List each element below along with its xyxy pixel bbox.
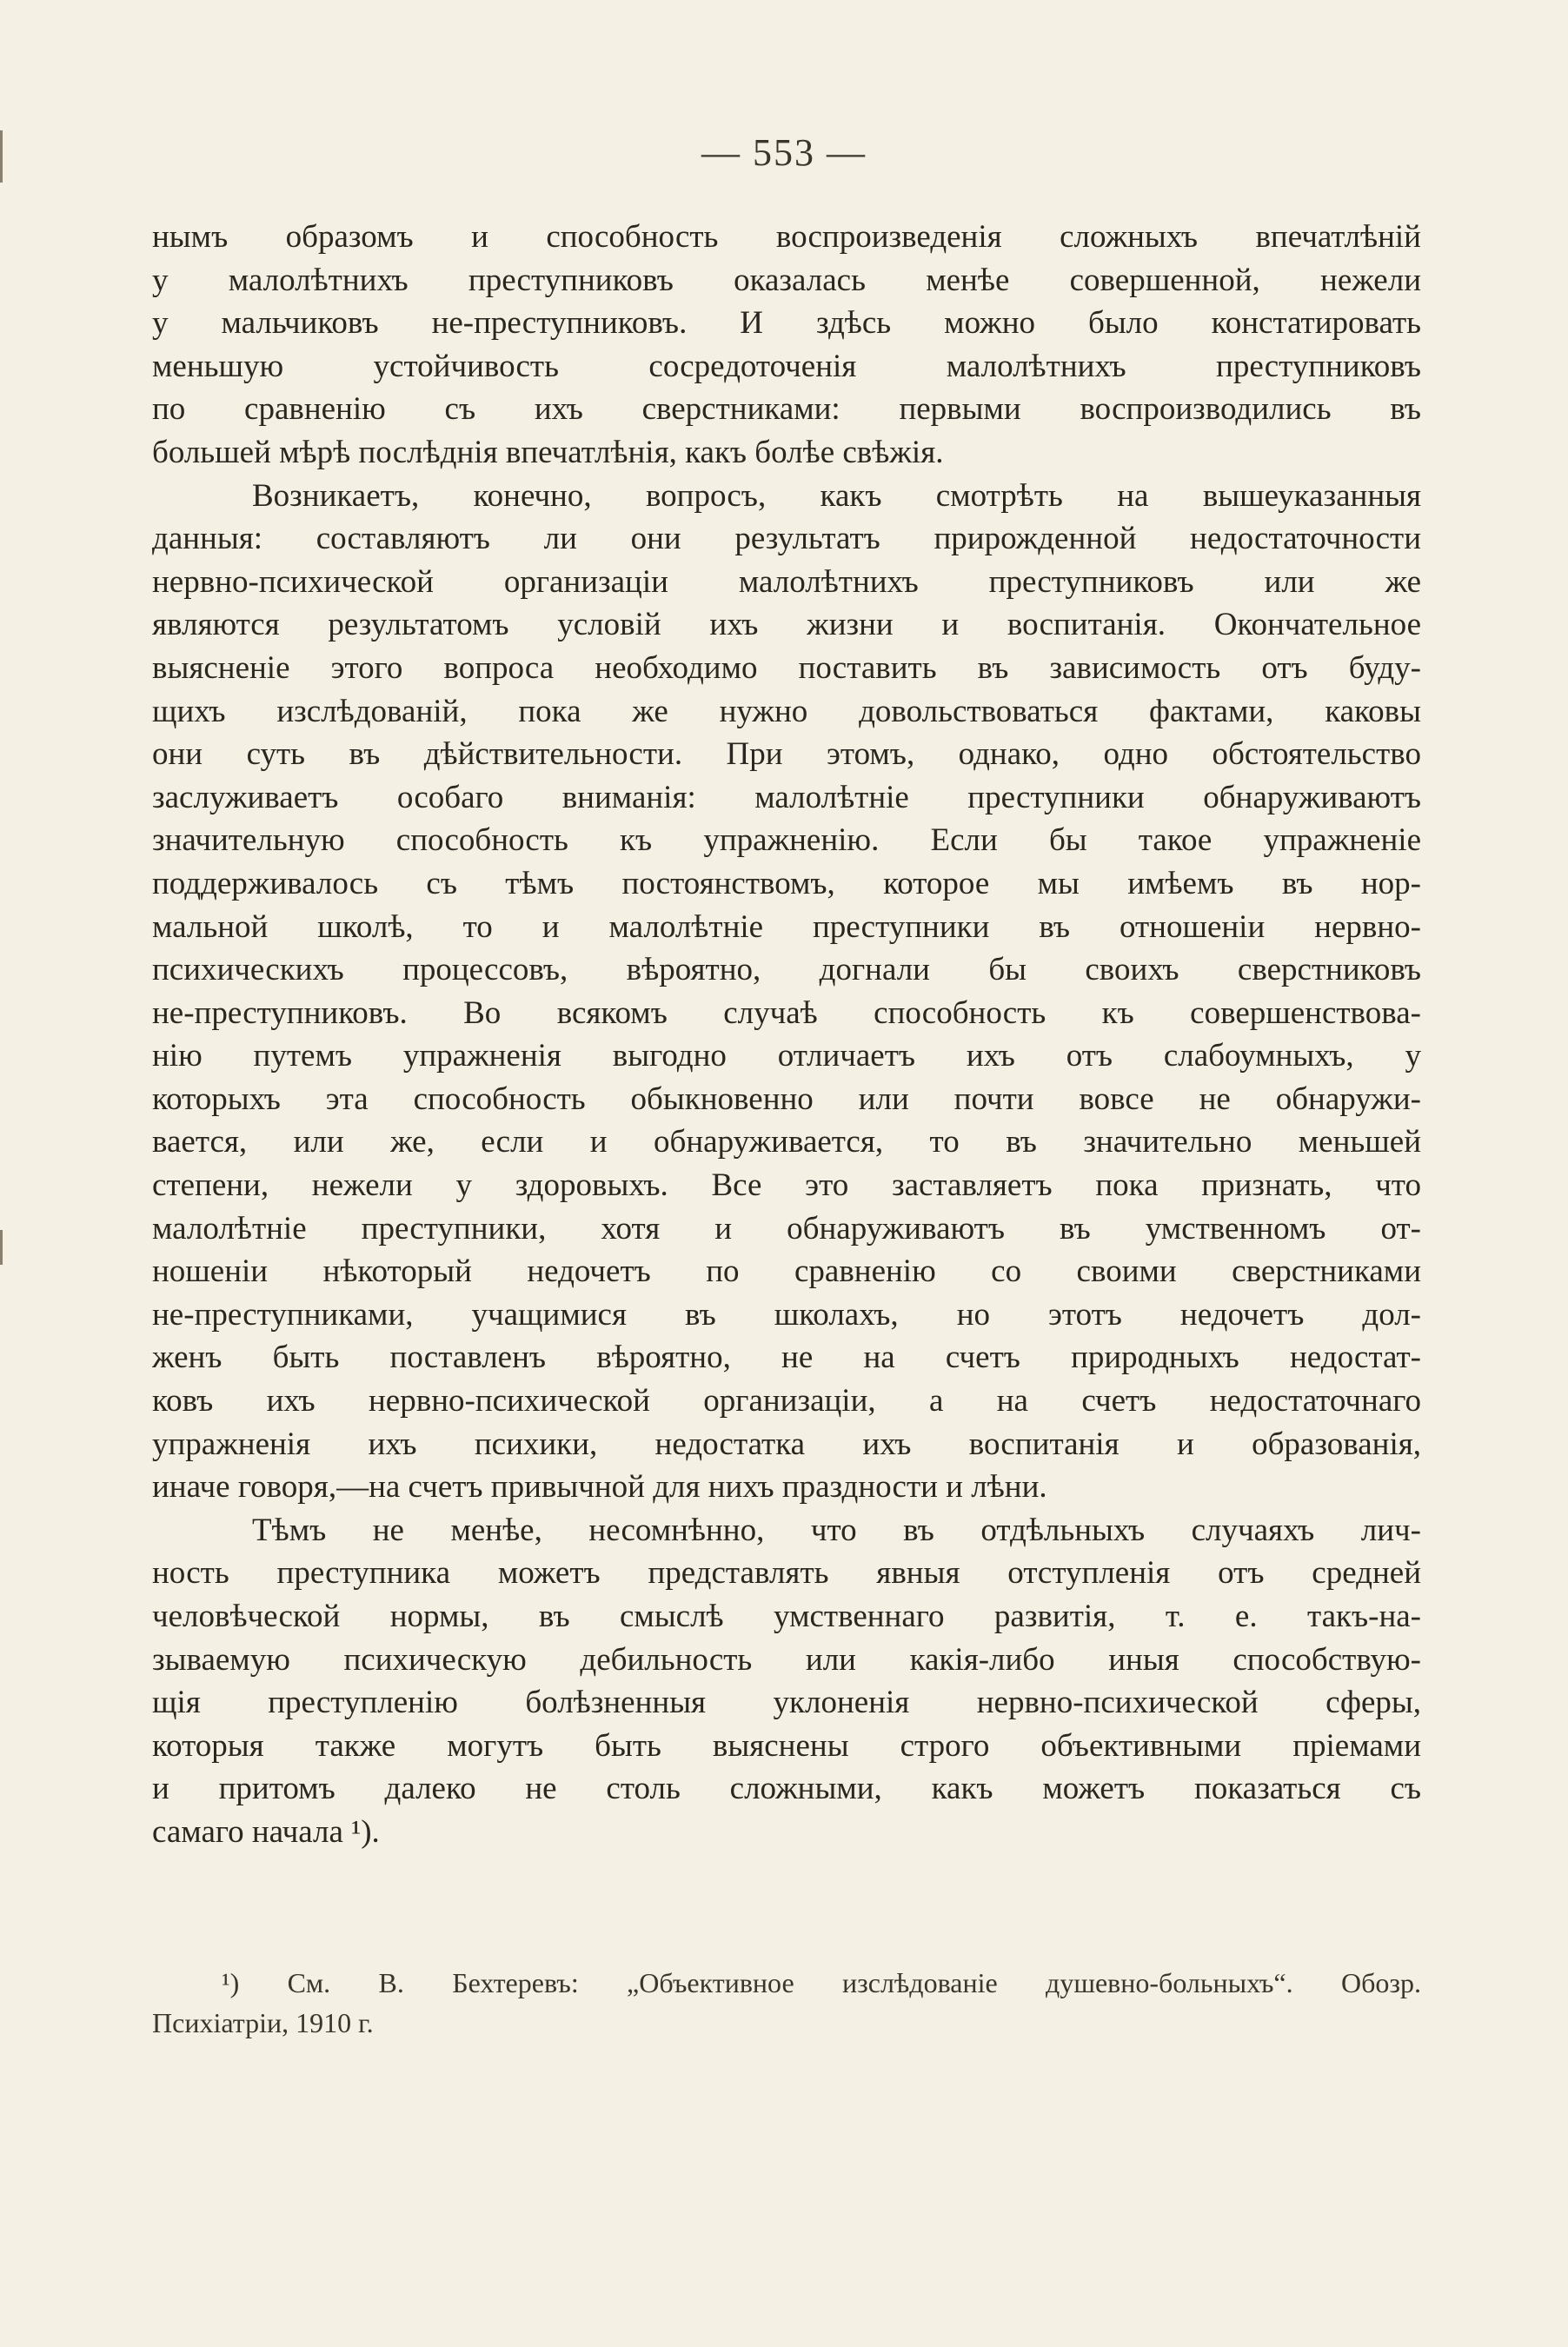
text-line: вается, или же, если и обнаруживается, то въ значительно меньшей [152, 1124, 1421, 1160]
footnote-line: ¹) См. В. Бехтеревъ: „Объективное изслѣдованіе душевно-больныхъ“. Обозр. [222, 1967, 1421, 1998]
footnote-line: Психіатріи, 1910 г. [152, 2007, 374, 2038]
footnote [152, 1963, 1421, 2043]
text-line: которыя также могутъ быть выяснены строго объективными пріемами [152, 1727, 1421, 1764]
text-line: которыхъ эта способность обыкновенно или почти вовсе не обнаружи- [152, 1080, 1421, 1117]
text-line: Тѣмъ не менѣе, несомнѣнно, что въ отдѣльныхъ случаяхъ лич- [252, 1512, 1421, 1548]
text-line: упражненія ихъ психики, недостатка ихъ воспитанія и образованія, [152, 1426, 1421, 1462]
text-line: нымъ образомъ и способность воспроизведенія сложныхъ впечатлѣній [152, 219, 1421, 255]
text-line: не-преступниковъ. Во всякомъ случаѣ способность къ совершенствова- [152, 994, 1421, 1031]
text-line: нервно-психической организаціи малолѣтнихъ преступниковъ или же [152, 563, 1421, 600]
text-line: они суть въ дѣйствительности. При этомъ, однако, одно обстоятельство [152, 736, 1421, 773]
page-number: — 553 — [701, 131, 867, 174]
text-line: ношеніи нѣкоторый недочетъ по сравненію со своими сверстниками [152, 1253, 1421, 1290]
text-line: ковъ ихъ нервно-психической организаціи, а на счетъ недостаточнаго [152, 1383, 1421, 1420]
text-line: по сравненію съ ихъ сверстниками: первыми воспроизводились въ [152, 391, 1421, 428]
body-text [152, 216, 1421, 1854]
text-line: щихъ изслѣдованій, пока же нужно довольствоваться фактами, каковы [152, 693, 1421, 729]
text-line: данныя: составляютъ ли они результатъ прирожденной недостаточности [152, 521, 1421, 557]
text-line: самаго начала ¹). [152, 1813, 380, 1850]
text-line: у малолѣтнихъ преступниковъ оказалась менѣе совершенной, нежели [152, 262, 1421, 298]
text-line: женъ быть поставленъ вѣроятно, не на счетъ природныхъ недостат- [152, 1340, 1421, 1376]
text-line: выясненіе этого вопроса необходимо поставить въ зависимость отъ буду- [152, 649, 1421, 686]
text-line: нію путемъ упражненія выгодно отличаетъ ихъ отъ слабоумныхъ, у [152, 1038, 1421, 1074]
text-line: значительную способность къ упражненію. Если бы такое упражненіе [152, 822, 1421, 859]
text-line: зываемую психическую дебильность или какія-либо иныя способствую- [152, 1641, 1421, 1678]
text-line: малолѣтніе преступники, хотя и обнаруживаютъ въ умственномъ от- [152, 1210, 1421, 1247]
text-line: меньшую устойчивость сосредоточенія малолѣтнихъ преступниковъ [152, 348, 1421, 384]
text-line: иначе говоря,—на счетъ привычной для нихъ праздности и лѣни. [152, 1469, 1047, 1506]
text-line: Возникаетъ, конечно, вопросъ, какъ смотрѣть на вышеуказанныя [252, 477, 1421, 514]
left-margin-mark [0, 1230, 3, 1265]
text-line: заслуживаетъ особаго вниманія: малолѣтніе преступники обнаруживаютъ [152, 779, 1421, 815]
text-line: у мальчиковъ не-преступниковъ. И здѣсь можно было констатировать [152, 305, 1421, 342]
text-line: щія преступленію болѣзненныя уклоненія нервно-психической сферы, [152, 1685, 1421, 1721]
text-line: являются результатомъ условій ихъ жизни и воспитанія. Окончательное [152, 607, 1421, 643]
text-line: большей мѣрѣ послѣднія впечатлѣнія, какъ болѣе свѣжія. [152, 434, 944, 470]
text-line: ность преступника можетъ представлять явныя отступленія отъ средней [152, 1555, 1421, 1592]
text-line: степени, нежели у здоровыхъ. Все это заставляетъ пока признать, что [152, 1167, 1421, 1204]
text-line: психическихъ процессовъ, вѣроятно, догнали бы своихъ сверстниковъ [152, 952, 1421, 988]
text-line: не-преступниками, учащимися въ школахъ, но этотъ недочетъ дол- [152, 1296, 1421, 1333]
text-line: человѣческой нормы, въ смыслѣ умственнаго развитія, т. е. такъ-на- [152, 1599, 1421, 1634]
text-line: мальной школѣ, то и малолѣтніе преступники въ отношеніи нервно- [152, 908, 1421, 945]
text-line: и притомъ далеко не столь сложными, какъ можетъ показаться съ [152, 1771, 1421, 1807]
text-line: поддерживалось съ тѣмъ постоянствомъ, которое мы имѣемъ въ нор- [152, 865, 1421, 901]
